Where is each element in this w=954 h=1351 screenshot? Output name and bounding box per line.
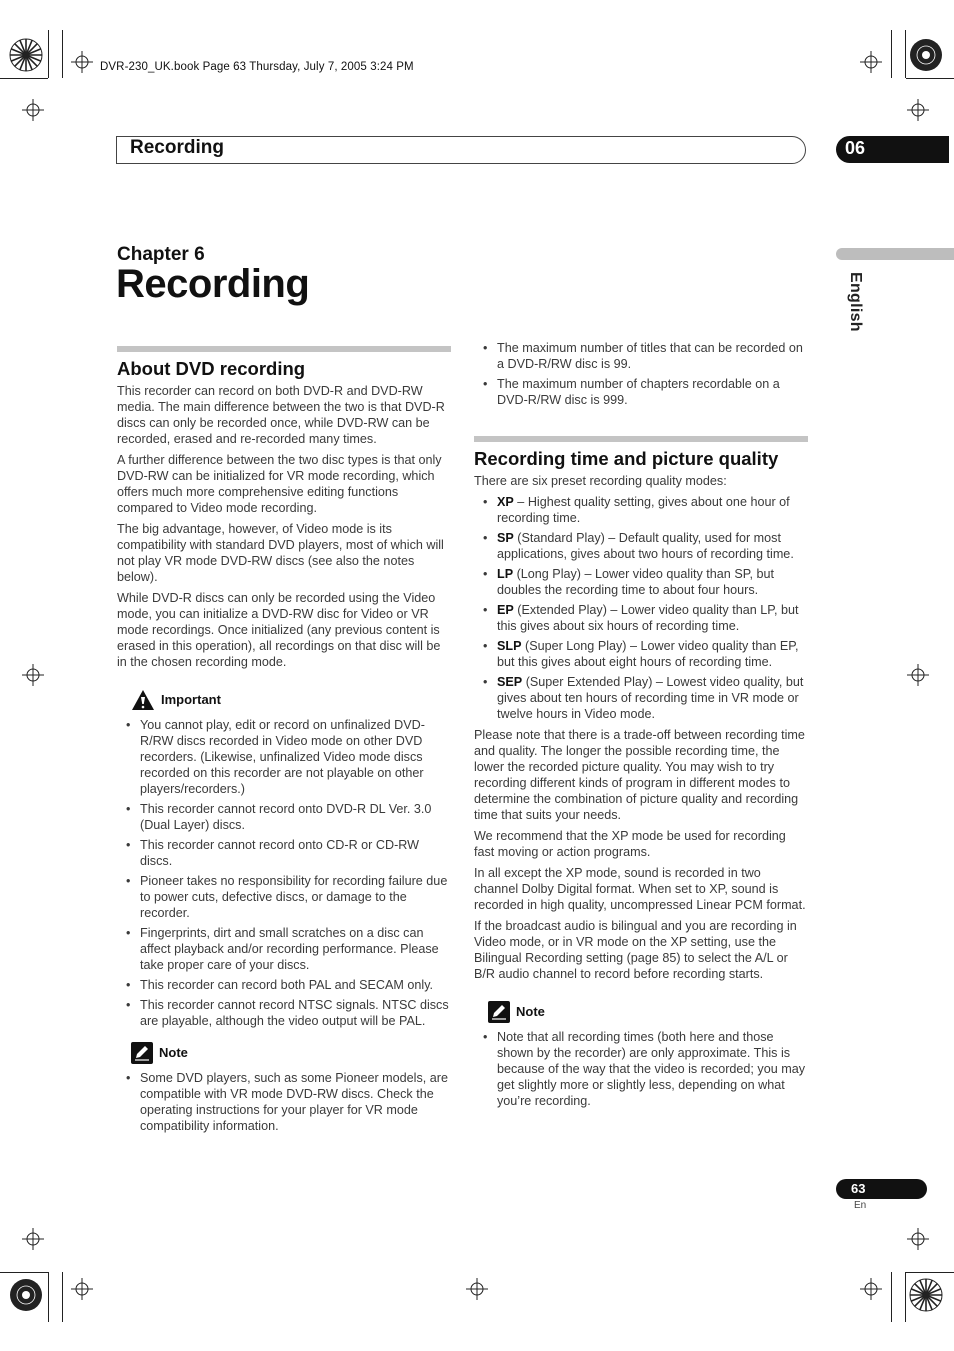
registration-wheel-icon — [909, 1278, 943, 1312]
crosshair-mark-icon — [22, 1228, 44, 1250]
registration-wheel-icon — [909, 38, 943, 72]
paragraph: If the broadcast audio is bilingual and you are recording in Video mode, or in VR mode on the XP setting, use the Bilingual Recording setting (page 85) to select the A/L or B/R audio channel to record before recording starts. — [474, 919, 797, 981]
crosshair-mark-icon — [466, 1278, 488, 1300]
page-number: 63 — [851, 1181, 866, 1196]
paragraph: We recommend that the XP mode be used for recording fast moving or action programs. — [474, 829, 786, 859]
paragraph: Please note that there is a trade-off between recording time and quality. The longer the possible recording time, the lower the recorded picture quality. You may wish to try recording different kinds of program in different modes to determine the combination of picture quality and recording time that suits your needs. — [474, 728, 805, 822]
paragraph: There are six preset recording quality modes: — [474, 474, 727, 488]
mode-item-sp: • SP (Standard Play) – Default quality, used for most applications, gives about two hours of recording time. — [474, 530, 808, 562]
disc-limits-list — [474, 340, 808, 408]
list-item: • Pioneer takes no responsibility for recording failure due to power cuts, defective discs, or damage to the recorder. — [117, 873, 451, 921]
crosshair-mark-icon — [22, 664, 44, 686]
paragraph: The big advantage, however, of Video mode is its compatibility with standard DVD players, most of which will not play VR mode DVD-RW discs (see also the notes below). — [117, 522, 444, 584]
list-item: • This recorder cannot record NTSC signals. NTSC discs are playable, although the video output will be PAL. — [117, 997, 451, 1029]
recording-time-heading: Recording time and picture quality — [474, 448, 779, 469]
note-list — [117, 1070, 451, 1134]
note-list — [474, 1029, 808, 1109]
registration-wheel-icon — [9, 38, 43, 72]
paragraph: This recorder can record on both DVD-R and DVD-RW media. The main difference between the two is that DVD-R discs can only be recorded once, while DVD-RW can be recorded, erased and re-recorded many times. — [117, 384, 445, 446]
mode-item-xp: • XP – Highest quality setting, gives about one hour of recording time. — [474, 494, 808, 526]
crosshair-mark-icon — [860, 1278, 882, 1300]
section-rule — [474, 436, 808, 442]
mode-item-slp: • SLP (Super Long Play) – Lower video quality than EP, but this gives about eight hours of recording time. — [474, 638, 808, 670]
chapter-number-tab — [836, 136, 949, 163]
section-rule — [117, 346, 451, 352]
list-item: • Some DVD players, such as some Pioneer models, are compatible with VR mode DVD-RW discs. Check the operating instructions for your player for VR mode compatibility information. — [117, 1070, 451, 1134]
right-column — [474, 340, 808, 1114]
page-language-code: En — [854, 1200, 867, 1211]
registration-wheel-icon — [9, 1278, 43, 1312]
important-label: Important — [161, 692, 221, 707]
crosshair-mark-icon — [907, 99, 929, 121]
section-header-title: Recording — [130, 137, 224, 158]
print-slug: DVR-230_UK.book Page 63 Thursday, July 7, 2005 3:24 PM — [100, 61, 414, 73]
note-label: Note — [159, 1045, 188, 1060]
crosshair-mark-icon — [71, 51, 93, 73]
crosshair-mark-icon — [860, 51, 882, 73]
mode-item-ep: • EP (Extended Play) – Lower video quality than LP, but this gives about six hours of recording time. — [474, 602, 808, 634]
list-item: • This recorder can record both PAL and SECAM only. — [117, 977, 451, 993]
crosshair-mark-icon — [907, 664, 929, 686]
mode-item-lp: • LP (Long Play) – Lower video quality than SP, but doubles the recording time to about four hours. — [474, 566, 808, 598]
crosshair-mark-icon — [22, 99, 44, 121]
important-callout — [131, 688, 451, 712]
page-number-tab — [836, 1179, 927, 1199]
list-item: • You cannot play, edit or record on unfinalized DVD-R/RW discs recorded in Video mode on other DVD recorders. (Likewise, unfinalized Video mode discs recorded on this recorder are not playable on other players/recorders.) — [117, 717, 451, 797]
crosshair-mark-icon — [71, 1278, 93, 1300]
list-item: • Fingerprints, dirt and small scratches on a disc can affect playback and/or recording performance. Please take proper care of your discs. — [117, 925, 451, 973]
chapter-title: Recording — [116, 262, 310, 306]
paragraph: In all except the XP mode, sound is recorded in two channel Dolby Digital format. When set to XP, sound is recorded in high quality, uncompressed Linear PCM format. — [474, 866, 806, 912]
paragraph: A further difference between the two disc types is that only DVD-RW can be initialized for VR mode recording, which offers much more comprehensive editing functions compared to Video mode recording. — [117, 453, 442, 515]
note-label: Note — [516, 1004, 545, 1019]
quality-modes-list — [474, 494, 808, 722]
chapter-number: 06 — [845, 138, 866, 158]
list-item: • The maximum number of titles that can be recorded on a DVD-R/RW disc is 99. — [474, 340, 808, 372]
list-item: • This recorder cannot record onto CD-R or CD-RW discs. — [117, 837, 451, 869]
mode-item-sep: • SEP (Super Extended Play) – Lowest video quality, but gives about ten hours of recording time in VR mode or twelve hours in Video mode. — [474, 674, 808, 722]
about-dvd-recording-heading: About DVD recording — [117, 358, 306, 379]
chapter-label: Chapter 6 — [117, 244, 205, 265]
crosshair-mark-icon — [907, 1228, 929, 1250]
paragraph: While DVD-R discs can only be recorded using the Video mode, you can initialize a DVD-RW disc for Video or VR mode recordings. Once initialized (any previous content is erased in this operation), all recordings on that disc will be in the chosen recording mode. — [117, 591, 441, 669]
language-tab-label: English — [847, 272, 864, 332]
warning-icon — [131, 689, 155, 711]
note-callout — [488, 1000, 808, 1024]
left-column — [117, 346, 451, 1139]
list-item: • Note that all recording times (both here and those shown by the recorder) are only approximate. This is because of the way that the video is recorded; you may get slightly more or slightly less, depending on what you’re recording. — [474, 1029, 808, 1109]
list-item: • The maximum number of chapters recordable on a DVD-R/RW disc is 999. — [474, 376, 808, 408]
list-item: • This recorder cannot record onto DVD-R DL Ver. 3.0 (Dual Layer) discs. — [117, 801, 451, 833]
note-pencil-icon — [131, 1042, 153, 1064]
language-tab-bar — [836, 248, 954, 260]
note-callout — [131, 1041, 451, 1065]
note-pencil-icon — [488, 1001, 510, 1023]
important-list — [117, 717, 451, 1029]
